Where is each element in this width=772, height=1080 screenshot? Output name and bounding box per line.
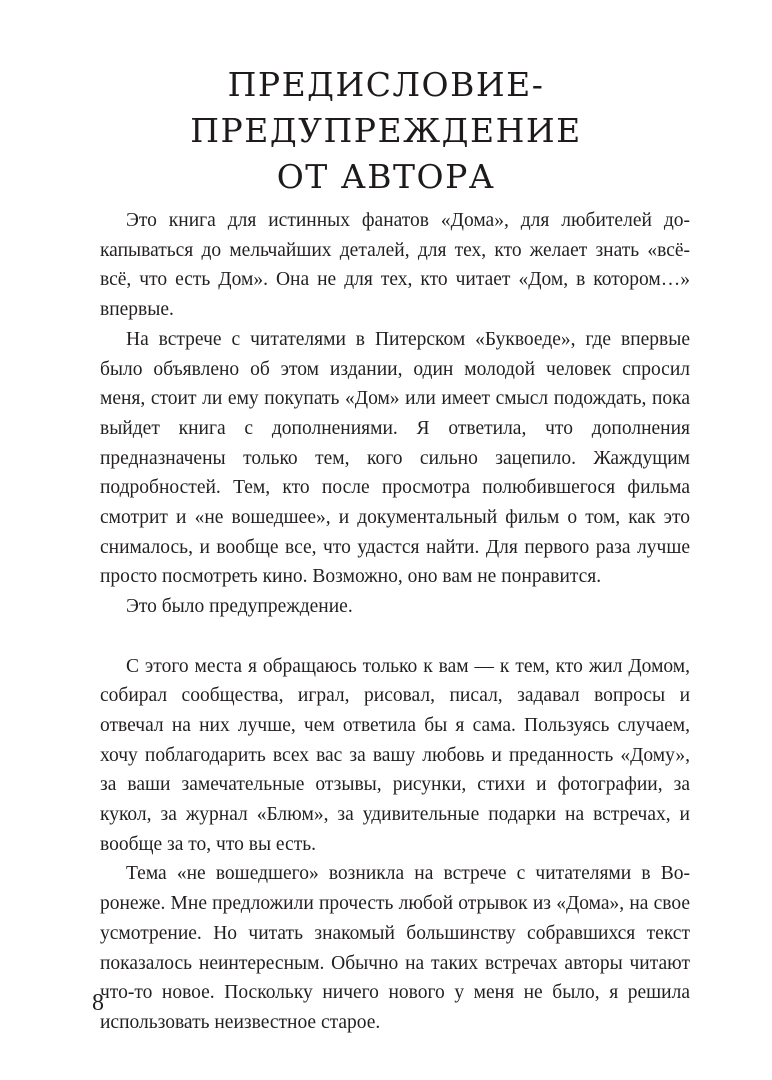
chapter-title: [60, 62, 712, 200]
paragraph: На встрече с читателями в Питерском «Буквоеде», где впервые было объявлено об этом издании, один молодой человек спросил меня, стоит ли ему покупать «Дом» или имеет смысл подождать, пока выйдет книга с дополнениями. Я ответила, что дополнения предназначены только тем, кого сильно зацепило. Жаждущим подробностей. Тем, кто после просмотра полюбившегося фильма смотрит и «не вошедшее», и документальный фильм о том, как это снималось, и вообще все, что удастся найти. Для первого раза лучше просто посмотреть кино. Возможно, оно вам не понравится.: [100, 328, 690, 588]
chapter-title-line-1: ПРЕДИСЛОВИЕ-ПРЕДУПРЕЖДЕНИЕ: [190, 65, 582, 150]
paragraph: С этого места я обращаюсь только к вам — к тем, кто жил Домом, собирал сообщества, играл, рисовал, писал, задавал вопросы и отвечал на них лучше, чем ответила бы я сама. Пользуясь случаем, хочу поблагодарить всех вас за вашу любовь и преданность «Дому», за ваши замечательные отзывы, рисунки, стихи и фотографии, за кукол, за журнал «Блюм», за удивительные подарки на встречах, и вообще за то, что вы есть.: [100, 655, 690, 855]
chapter-title-line-2: ОТ АВТОРА: [276, 157, 496, 196]
paragraph: Это книга для истинных фанатов «Дома», для любителей докапываться до мельчайших деталей, для тех, кто желает знать «всё-всё, что есть Дом». Она не для тех, кто читает «Дом, в котором…» впервые.: [100, 210, 690, 321]
body-text: [100, 206, 690, 1038]
paragraph: Это было предупреждение.: [126, 596, 353, 618]
paragraph: Тема «не вошедшего» возникла на встрече с читателями в Воронеже. Мне предложили прочесть любой отрывок из «Дома», на свое усмотрение. Но читать знакомый большинству собравшихся текст показалось неинтересным. Обычно на таких встречах авторы читают что-то новое. Поскольку ничего нового у меня не было, я решила использовать неизвестное старое.: [100, 863, 690, 1033]
page-number: 8: [92, 990, 104, 1016]
